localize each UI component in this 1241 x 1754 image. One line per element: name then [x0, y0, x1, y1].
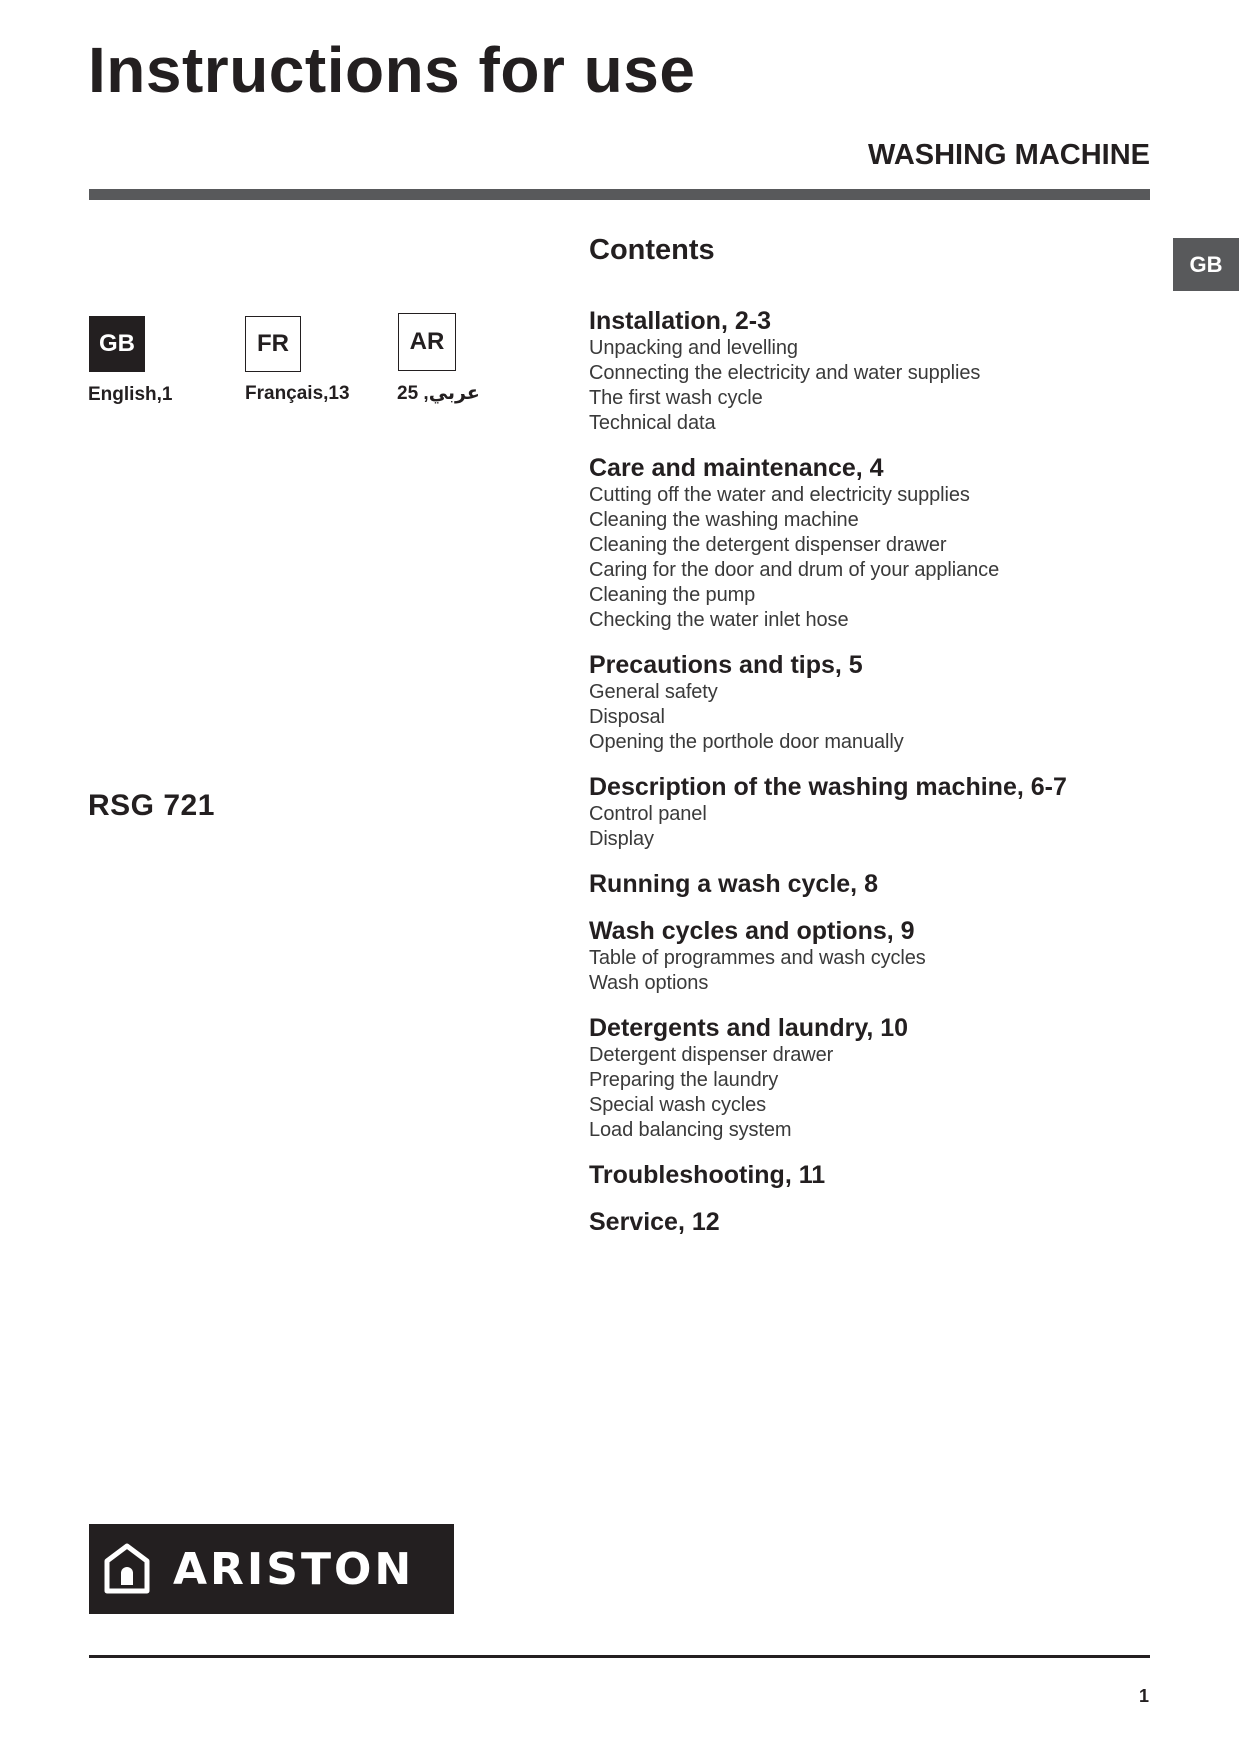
page-number: 1: [1138, 1686, 1149, 1706]
contents-subsection-item[interactable]: Load balancing system: [589, 1119, 792, 1141]
contents-title: Contents: [589, 234, 715, 266]
language-box-gb[interactable]: GB: [89, 316, 145, 372]
contents-subsection-item[interactable]: Preparing the laundry: [589, 1069, 779, 1091]
contents-section: [589, 1207, 1179, 1237]
language-label-english[interactable]: English,1: [88, 384, 173, 405]
contents-section-heading[interactable]: Description of the washing machine, 6-7: [589, 773, 1067, 801]
contents-section: [589, 869, 1179, 899]
contents-subsection-item[interactable]: Wash options: [589, 972, 709, 994]
language-label-arabic[interactable]: عربي, 25: [397, 383, 480, 404]
contents-subsection-item[interactable]: Cleaning the pump: [589, 584, 756, 606]
contents-section-heading[interactable]: Detergents and laundry, 10: [589, 1014, 909, 1042]
table-of-contents: [589, 232, 1179, 1254]
contents-section: [589, 916, 1179, 996]
contents-list: [589, 306, 1179, 1237]
contents-section: [589, 1160, 1179, 1190]
contents-subsection-item[interactable]: Cleaning the washing machine: [589, 509, 859, 531]
contents-subsection-item[interactable]: Display: [589, 828, 654, 850]
language-box-fr[interactable]: FR: [245, 316, 301, 372]
contents-subsection-item[interactable]: Detergent dispenser drawer: [589, 1044, 834, 1066]
contents-subsection-item[interactable]: Unpacking and levelling: [589, 337, 798, 359]
contents-subsection-item[interactable]: Special wash cycles: [589, 1094, 767, 1116]
page-title: Instructions for use: [88, 34, 696, 106]
brand-name: ARISTON: [173, 1543, 415, 1595]
product-subtitle: WASHING MACHINE: [868, 139, 1150, 171]
language-side-tab: GB: [1173, 238, 1239, 291]
contents-section-heading[interactable]: Running a wash cycle, 8: [589, 870, 878, 898]
ariston-logo: [89, 1524, 454, 1614]
model-number: RSG 721: [88, 789, 215, 822]
contents-subsection-item[interactable]: Connecting the electricity and water supplies: [589, 362, 981, 384]
contents-subsection-item[interactable]: Table of programmes and wash cycles: [589, 947, 926, 969]
language-box-ar[interactable]: AR: [398, 313, 456, 371]
contents-section: [589, 772, 1179, 852]
contents-section: [589, 1013, 1179, 1143]
contents-section-heading[interactable]: Service, 12: [589, 1208, 720, 1236]
contents-subsection-item[interactable]: Cutting off the water and electricity supplies: [589, 484, 970, 506]
footer-divider: [89, 1655, 1150, 1658]
contents-subsection-item[interactable]: General safety: [589, 681, 718, 703]
language-label-french[interactable]: Français,13: [245, 383, 350, 404]
contents-section: [589, 453, 1179, 633]
contents-subsection-item[interactable]: Cleaning the detergent dispenser drawer: [589, 534, 947, 556]
contents-section-heading[interactable]: Care and maintenance, 4: [589, 454, 884, 482]
contents-section: [589, 650, 1179, 755]
contents-subsection-item[interactable]: Caring for the door and drum of your appliance: [589, 559, 1000, 581]
contents-subsection-item[interactable]: Control panel: [589, 803, 707, 825]
contents-subsection-item[interactable]: Opening the porthole door manually: [589, 731, 904, 753]
contents-section: [589, 306, 1179, 436]
contents-section-heading[interactable]: Wash cycles and options, 9: [589, 917, 915, 945]
contents-subsection-item[interactable]: Technical data: [589, 412, 716, 434]
contents-section-heading[interactable]: Troubleshooting, 11: [589, 1161, 826, 1189]
contents-section-heading[interactable]: Precautions and tips, 5: [589, 651, 863, 679]
contents-subsection-item[interactable]: Disposal: [589, 706, 665, 728]
contents-subsection-item[interactable]: The first wash cycle: [589, 387, 763, 409]
contents-subsection-item[interactable]: Checking the water inlet hose: [589, 609, 849, 631]
house-icon: [103, 1543, 151, 1595]
header-divider: [89, 189, 1150, 200]
contents-section-heading[interactable]: Installation, 2-3: [589, 307, 771, 335]
